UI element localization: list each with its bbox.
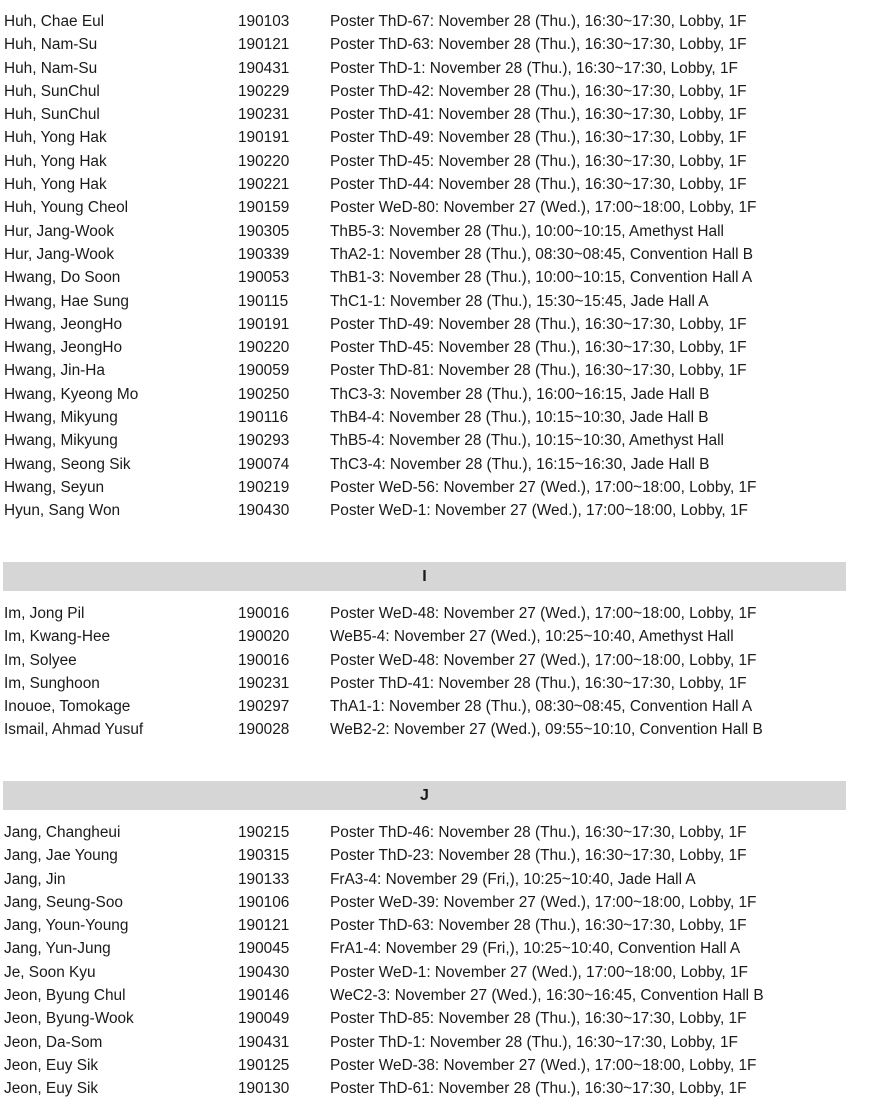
- paper-id: 190297: [238, 698, 290, 716]
- list-item: [0, 868, 880, 891]
- author-name: Jeon, Byung-Wook: [4, 1010, 134, 1028]
- section-j: [0, 821, 880, 1101]
- session-info: ThA2-1: November 28 (Thu.), 08:30~08:45, Convention Hall B: [330, 245, 754, 263]
- paper-id: 190103: [238, 13, 290, 30]
- paper-id: 190130: [238, 1080, 290, 1098]
- session-info: Poster ThD-85: November 28 (Thu.), 16:30~17:30, Lobby, 1F: [330, 1010, 747, 1028]
- session-info: WeB5-4: November 27 (Wed.), 10:25~10:40, Amethyst Hall: [330, 628, 734, 646]
- session-info: FrA1-4: November 29 (Fri,), 10:25~10:40, Convention Hall A: [330, 940, 741, 958]
- list-item: [0, 220, 880, 243]
- paper-id: 190220: [238, 339, 290, 357]
- entry-list: [0, 602, 880, 742]
- author-name: Hwang, Seyun: [4, 478, 105, 496]
- list-item: [0, 499, 880, 522]
- session-info: Poster WeD-48: November 27 (Wed.), 17:00~18:00, Lobby, 1F: [330, 605, 757, 622]
- author-name: Huh, Yong Hak: [4, 152, 107, 170]
- session-info: Poster ThD-67: November 28 (Thu.), 16:30~17:30, Lobby, 1F: [330, 13, 747, 30]
- session-info: Poster ThD-41: November 28 (Thu.), 16:30~17:30, Lobby, 1F: [330, 106, 747, 124]
- list-item: [0, 150, 880, 173]
- list-item: [0, 821, 880, 844]
- session-info: WeC2-3: November 27 (Wed.), 16:30~16:45, Convention Hall B: [330, 987, 764, 1005]
- paper-id: 190315: [238, 847, 290, 865]
- session-info: ThC1-1: November 28 (Thu.), 15:30~15:45, Jade Hall A: [330, 292, 709, 310]
- author-name: Jang, Jin: [4, 870, 66, 888]
- list-item: [0, 383, 880, 406]
- author-name: Jang, Jae Young: [4, 847, 118, 865]
- session-info: ThA1-1: November 28 (Thu.), 08:30~08:45, Convention Hall A: [330, 698, 753, 716]
- paper-id: 190016: [238, 651, 290, 669]
- entry-list: [0, 10, 880, 523]
- paper-id: 190431: [238, 1033, 290, 1051]
- session-info: Poster ThD-45: November 28 (Thu.), 16:30~17:30, Lobby, 1F: [330, 152, 747, 170]
- author-name: Hur, Jang-Wook: [4, 245, 115, 263]
- session-info: ThB4-4: November 28 (Thu.), 10:15~10:30, Jade Hall B: [330, 409, 709, 427]
- paper-id: 190430: [238, 963, 290, 981]
- paper-id: 190250: [238, 385, 290, 403]
- session-info: Poster WeD-48: November 27 (Wed.), 17:00~18:00, Lobby, 1F: [330, 651, 757, 669]
- author-name: Im, Solyee: [4, 651, 77, 669]
- author-name: Jeon, Euy Sik: [4, 1080, 99, 1098]
- paper-id: 190231: [238, 106, 290, 124]
- paper-id: 190430: [238, 502, 290, 520]
- list-item: [0, 243, 880, 266]
- author-name: Jang, Changheui: [4, 824, 121, 841]
- session-info: Poster WeD-38: November 27 (Wed.), 17:00~18:00, Lobby, 1F: [330, 1056, 757, 1074]
- paper-id: 190159: [238, 199, 290, 217]
- author-name: Hwang, Mikyung: [4, 409, 118, 427]
- author-name: Huh, SunChul: [4, 106, 100, 124]
- session-info: Poster ThD-42: November 28 (Thu.), 16:30~17:30, Lobby, 1F: [330, 82, 747, 100]
- paper-id: 190220: [238, 152, 290, 170]
- author-name: Jeon, Euy Sik: [4, 1056, 99, 1074]
- author-name: Hwang, Jin-Ha: [4, 362, 105, 380]
- session-info: Poster WeD-1: November 27 (Wed.), 17:00~18:00, Lobby, 1F: [330, 963, 748, 981]
- author-name: Huh, SunChul: [4, 82, 100, 100]
- list-item: [0, 718, 880, 741]
- list-item: [0, 961, 880, 984]
- letter-header-i: I: [3, 562, 846, 591]
- author-name: Ismail, Ahmad Yusuf: [4, 721, 144, 739]
- list-item: [0, 453, 880, 476]
- list-item: [0, 10, 880, 33]
- paper-id: 190146: [238, 987, 290, 1005]
- session-info: Poster ThD-63: November 28 (Thu.), 16:30~17:30, Lobby, 1F: [330, 917, 747, 935]
- author-name: Im, Sunghoon: [4, 674, 100, 692]
- author-name: Jang, Youn-Young: [4, 917, 129, 935]
- list-item: [0, 891, 880, 914]
- list-item: [0, 80, 880, 103]
- author-name: Hwang, JeongHo: [4, 339, 123, 357]
- author-name: Hur, Jang-Wook: [4, 222, 115, 240]
- author-name: Jang, Yun-Jung: [4, 940, 111, 958]
- letter-header-j: J: [3, 781, 846, 810]
- session-info: Poster WeD-39: November 27 (Wed.), 17:00~18:00, Lobby, 1F: [330, 893, 757, 911]
- paper-id: 190305: [238, 222, 290, 240]
- paper-id: 190115: [238, 292, 289, 310]
- author-name: Hwang, Seong Sik: [4, 455, 131, 473]
- paper-id: 190053: [238, 269, 290, 287]
- paper-id: 190121: [238, 917, 290, 935]
- list-item: [0, 1031, 880, 1054]
- paper-id: 190231: [238, 674, 290, 692]
- paper-id: 190229: [238, 82, 290, 100]
- session-info: ThB5-4: November 28 (Thu.), 10:15~10:30, Amethyst Hall: [330, 432, 724, 450]
- list-item: [0, 359, 880, 382]
- author-name: Jeon, Da-Som: [4, 1033, 103, 1051]
- list-item: [0, 672, 880, 695]
- author-name: Huh, Nam-Su: [4, 36, 98, 54]
- paper-id: 190121: [238, 36, 290, 54]
- list-item: [0, 476, 880, 499]
- author-name: Huh, Yong Hak: [4, 176, 107, 194]
- paper-id: 190074: [238, 455, 290, 473]
- author-name: Jang, Seung-Soo: [4, 893, 123, 911]
- author-name: Hwang, Kyeong Mo: [4, 385, 139, 403]
- list-item: [0, 290, 880, 313]
- list-item: [0, 984, 880, 1007]
- list-item: [0, 33, 880, 56]
- list-item: [0, 695, 880, 718]
- paper-id: 190431: [238, 59, 290, 77]
- paper-id: 190339: [238, 245, 290, 263]
- author-name: Hwang, Hae Sung: [4, 292, 129, 310]
- paper-id: 190191: [238, 315, 290, 333]
- paper-id: 190293: [238, 432, 290, 450]
- session-info: ThB5-3: November 28 (Thu.), 10:00~10:15, Amethyst Hall: [330, 222, 724, 240]
- list-item: [0, 57, 880, 80]
- session-info: ThC3-4: November 28 (Thu.), 16:15~16:30, Jade Hall B: [330, 455, 710, 473]
- paper-id: 190215: [238, 824, 290, 841]
- session-info: Poster ThD-1: November 28 (Thu.), 16:30~17:30, Lobby, 1F: [330, 1033, 738, 1051]
- paper-id: 190049: [238, 1010, 290, 1028]
- paper-id: 190219: [238, 478, 290, 496]
- session-info: ThC3-3: November 28 (Thu.), 16:00~16:15, Jade Hall B: [330, 385, 710, 403]
- author-name: Hwang, Do Soon: [4, 269, 121, 287]
- author-name: Inouoe, Tomokage: [4, 698, 131, 716]
- paper-id: 190016: [238, 605, 290, 622]
- list-item: [0, 649, 880, 672]
- session-info: Poster ThD-49: November 28 (Thu.), 16:30~17:30, Lobby, 1F: [330, 315, 747, 333]
- section-i: [0, 602, 880, 742]
- paper-id: 190106: [238, 893, 290, 911]
- paper-id: 190133: [238, 870, 290, 888]
- author-name: Huh, Young Cheol: [4, 199, 129, 217]
- entry-list: [0, 821, 880, 1101]
- paper-id: 190221: [238, 176, 290, 194]
- session-info: Poster ThD-1: November 28 (Thu.), 16:30~17:30, Lobby, 1F: [330, 59, 738, 77]
- session-info: Poster ThD-61: November 28 (Thu.), 16:30~17:30, Lobby, 1F: [330, 1080, 747, 1098]
- paper-id: 190191: [238, 129, 290, 147]
- list-item: [0, 429, 880, 452]
- session-info: Poster WeD-80: November 27 (Wed.), 17:00~18:00, Lobby, 1F: [330, 199, 757, 217]
- list-item: [0, 914, 880, 937]
- author-name: Im, Kwang-Hee: [4, 628, 111, 646]
- list-item: [0, 126, 880, 149]
- session-info: Poster ThD-81: November 28 (Thu.), 16:30~17:30, Lobby, 1F: [330, 362, 747, 380]
- list-item: [0, 1054, 880, 1077]
- author-name: Im, Jong Pil: [4, 605, 85, 622]
- author-name: Jeon, Byung Chul: [4, 987, 126, 1005]
- list-item: [0, 1077, 880, 1100]
- list-item: [0, 103, 880, 126]
- session-info: Poster ThD-46: November 28 (Thu.), 16:30~17:30, Lobby, 1F: [330, 824, 747, 841]
- session-info: Poster WeD-1: November 27 (Wed.), 17:00~18:00, Lobby, 1F: [330, 502, 748, 520]
- session-info: Poster ThD-41: November 28 (Thu.), 16:30~17:30, Lobby, 1F: [330, 674, 747, 692]
- section-h: [0, 10, 880, 523]
- list-item: [0, 1007, 880, 1030]
- session-info: Poster ThD-49: November 28 (Thu.), 16:30~17:30, Lobby, 1F: [330, 129, 747, 147]
- list-item: [0, 196, 880, 219]
- list-item: [0, 625, 880, 648]
- session-info: ThB1-3: November 28 (Thu.), 10:00~10:15, Convention Hall A: [330, 269, 753, 287]
- paper-id: 190045: [238, 940, 290, 958]
- author-name: Hwang, Mikyung: [4, 432, 118, 450]
- author-name: Hyun, Sang Won: [4, 502, 121, 520]
- author-name: Je, Soon Kyu: [4, 963, 96, 981]
- author-name: Huh, Yong Hak: [4, 129, 107, 147]
- session-info: Poster WeD-56: November 27 (Wed.), 17:00~18:00, Lobby, 1F: [330, 478, 757, 496]
- paper-id: 190028: [238, 721, 290, 739]
- paper-id: 190020: [238, 628, 290, 646]
- list-item: [0, 937, 880, 960]
- list-item: [0, 266, 880, 289]
- list-item: [0, 336, 880, 359]
- list-item: [0, 406, 880, 429]
- paper-id: 190116: [238, 409, 289, 427]
- author-name: Huh, Chae Eul: [4, 13, 105, 30]
- list-item: [0, 602, 880, 625]
- session-info: Poster ThD-23: November 28 (Thu.), 16:30~17:30, Lobby, 1F: [330, 847, 747, 865]
- list-item: [0, 173, 880, 196]
- session-info: Poster ThD-63: November 28 (Thu.), 16:30~17:30, Lobby, 1F: [330, 36, 747, 54]
- session-info: Poster ThD-45: November 28 (Thu.), 16:30~17:30, Lobby, 1F: [330, 339, 747, 357]
- paper-id: 190059: [238, 362, 290, 380]
- session-info: Poster ThD-44: November 28 (Thu.), 16:30~17:30, Lobby, 1F: [330, 176, 747, 194]
- paper-id: 190125: [238, 1056, 290, 1074]
- list-item: [0, 313, 880, 336]
- list-item: [0, 844, 880, 867]
- session-info: FrA3-4: November 29 (Fri,), 10:25~10:40, Jade Hall A: [330, 870, 696, 888]
- session-info: WeB2-2: November 27 (Wed.), 09:55~10:10, Convention Hall B: [330, 721, 763, 739]
- author-name: Hwang, JeongHo: [4, 315, 123, 333]
- author-name: Huh, Nam-Su: [4, 59, 98, 77]
